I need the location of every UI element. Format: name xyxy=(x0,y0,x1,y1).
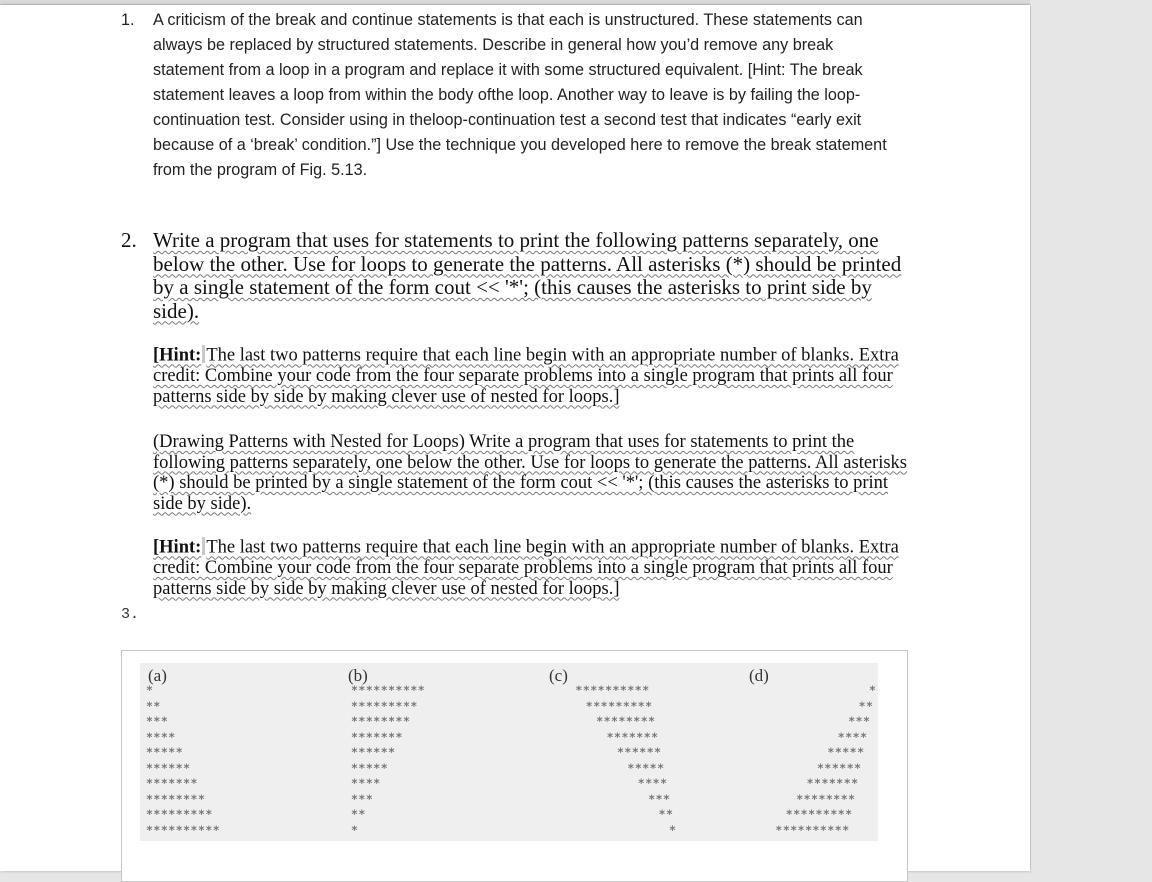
pattern-d-row: ******* xyxy=(806,776,859,790)
pattern-b-row: **** xyxy=(351,776,381,790)
pattern-b-row: ********* xyxy=(351,698,418,713)
hint-paragraph-2[interactable] xyxy=(153,537,913,599)
question-2 xyxy=(121,229,911,323)
pattern-d-row: ** xyxy=(858,698,874,713)
question-2-number: 2. xyxy=(121,228,137,252)
question-1-number: 1. xyxy=(121,11,135,29)
pattern-a-row: ***** xyxy=(146,745,184,759)
pattern-b-row: ***** xyxy=(351,760,389,775)
pattern-c-row: **** xyxy=(637,776,668,790)
hint-2-text: The last two patterns require that each line begin with an appropriate number of blanks. Extra credit: Combine your code from the four separate problems into a single program that prints all four patterns side by side by making clever use of nested for loops.] xyxy=(153,537,899,599)
pattern-b-row: ********** xyxy=(351,683,426,697)
pattern-d-row: **** xyxy=(837,729,868,744)
pattern-a-row: * xyxy=(146,683,154,697)
pattern-c-row: ********* xyxy=(585,698,653,713)
pattern-a-row: *** xyxy=(146,714,169,728)
pattern-a-row: ********** xyxy=(146,822,221,837)
pattern-d-row: ********** xyxy=(775,822,850,837)
hint-1-text: The last two patterns require that each line begin with an appropriate number of blanks. Extra credit: Combine your code from the four separate problems into a single program that prints all four patterns side by side by making clever use of nested for loops.] xyxy=(153,345,899,407)
pattern-b-row: ****** xyxy=(351,745,396,759)
pattern-a xyxy=(140,663,320,841)
pattern-a-row: ********* xyxy=(146,807,213,821)
pattern-c-row: *** xyxy=(648,791,671,806)
question-3-number: 3. xyxy=(121,606,140,623)
pattern-b xyxy=(345,663,525,841)
pattern-c-row: ******** xyxy=(596,714,656,728)
cursor-mark xyxy=(202,345,205,363)
pattern-d-row: ********* xyxy=(785,807,853,821)
pattern-c xyxy=(545,663,725,841)
question-2-text[interactable]: Write a program that uses for statements to print the following patterns separately, one below the other. Use for loops to generate the patterns. All asterisks (*) should be printed by a single statement of the form cout << '*'; (this causes the asterisks to print side by side). xyxy=(153,228,902,323)
pattern-b-row: ******** xyxy=(351,714,411,728)
asterisk-patterns-figure[interactable] xyxy=(140,663,878,841)
hint-1-label: [Hint: xyxy=(153,345,202,366)
pattern-c-label: (c) xyxy=(549,666,568,685)
pattern-c-row: * xyxy=(669,822,677,837)
hint-paragraph-1[interactable] xyxy=(153,345,913,407)
pattern-d-row: ***** xyxy=(827,745,865,759)
question-1-text[interactable]: A criticism of the break and continue statements is that each is unstructured. These statements can always be replaced by structured statements. Describe in general how you’d remove any break statement from a loop in a program and replace it with some structured equivalent. [Hint: The break statement leaves a loop from within the body ofthe loop. Another way to leave is by failing the loop-continuation test. Consider using in theloop-continuation test a second test that indicates “early exit because of a ‘break’ condition.”] Use the technique you developed here to remove the break statement from the program of Fig. 5.13. xyxy=(153,11,887,179)
question-1 xyxy=(121,8,901,183)
pattern-d xyxy=(745,663,925,841)
pattern-a-label: (a) xyxy=(148,666,167,685)
pattern-c-row: ***** xyxy=(627,760,665,775)
pattern-c-row: ******* xyxy=(606,729,659,744)
pattern-a-row: ******** xyxy=(146,791,206,806)
pattern-a-row: ****** xyxy=(146,760,191,775)
pattern-c-row: ****** xyxy=(617,745,662,759)
pattern-a-row: ** xyxy=(146,698,161,713)
pattern-c-row: ** xyxy=(658,807,674,821)
pattern-d-row: * xyxy=(869,683,877,697)
pattern-b-row: ** xyxy=(351,807,366,821)
drawing-patterns-paragraph[interactable]: (Drawing Patterns with Nested for Loops) Write a program that uses for statements to print the following patterns separately, one below the other. Use for loops to generate the patterns. All asterisks (*) should be printed by a single statement of the form cout << '*'; (this causes the asterisks to print side by side). xyxy=(153,432,908,514)
cursor-mark xyxy=(202,537,205,555)
pattern-a-row: **** xyxy=(146,729,176,744)
pattern-d-label: (d) xyxy=(749,666,769,685)
pattern-b-row: ******* xyxy=(351,729,403,744)
pattern-b-row: * xyxy=(351,822,359,837)
pattern-b-label: (b) xyxy=(348,666,368,685)
pattern-d-row: ****** xyxy=(817,760,862,775)
hint-2-label: [Hint: xyxy=(153,537,202,558)
pattern-d-row: ******** xyxy=(796,791,856,806)
workspace-background xyxy=(1031,0,1152,871)
pattern-d-row: *** xyxy=(848,714,871,728)
pattern-a-row: ******* xyxy=(146,776,198,790)
pattern-b-row: *** xyxy=(351,791,374,806)
pattern-c-row: ********** xyxy=(575,683,650,697)
